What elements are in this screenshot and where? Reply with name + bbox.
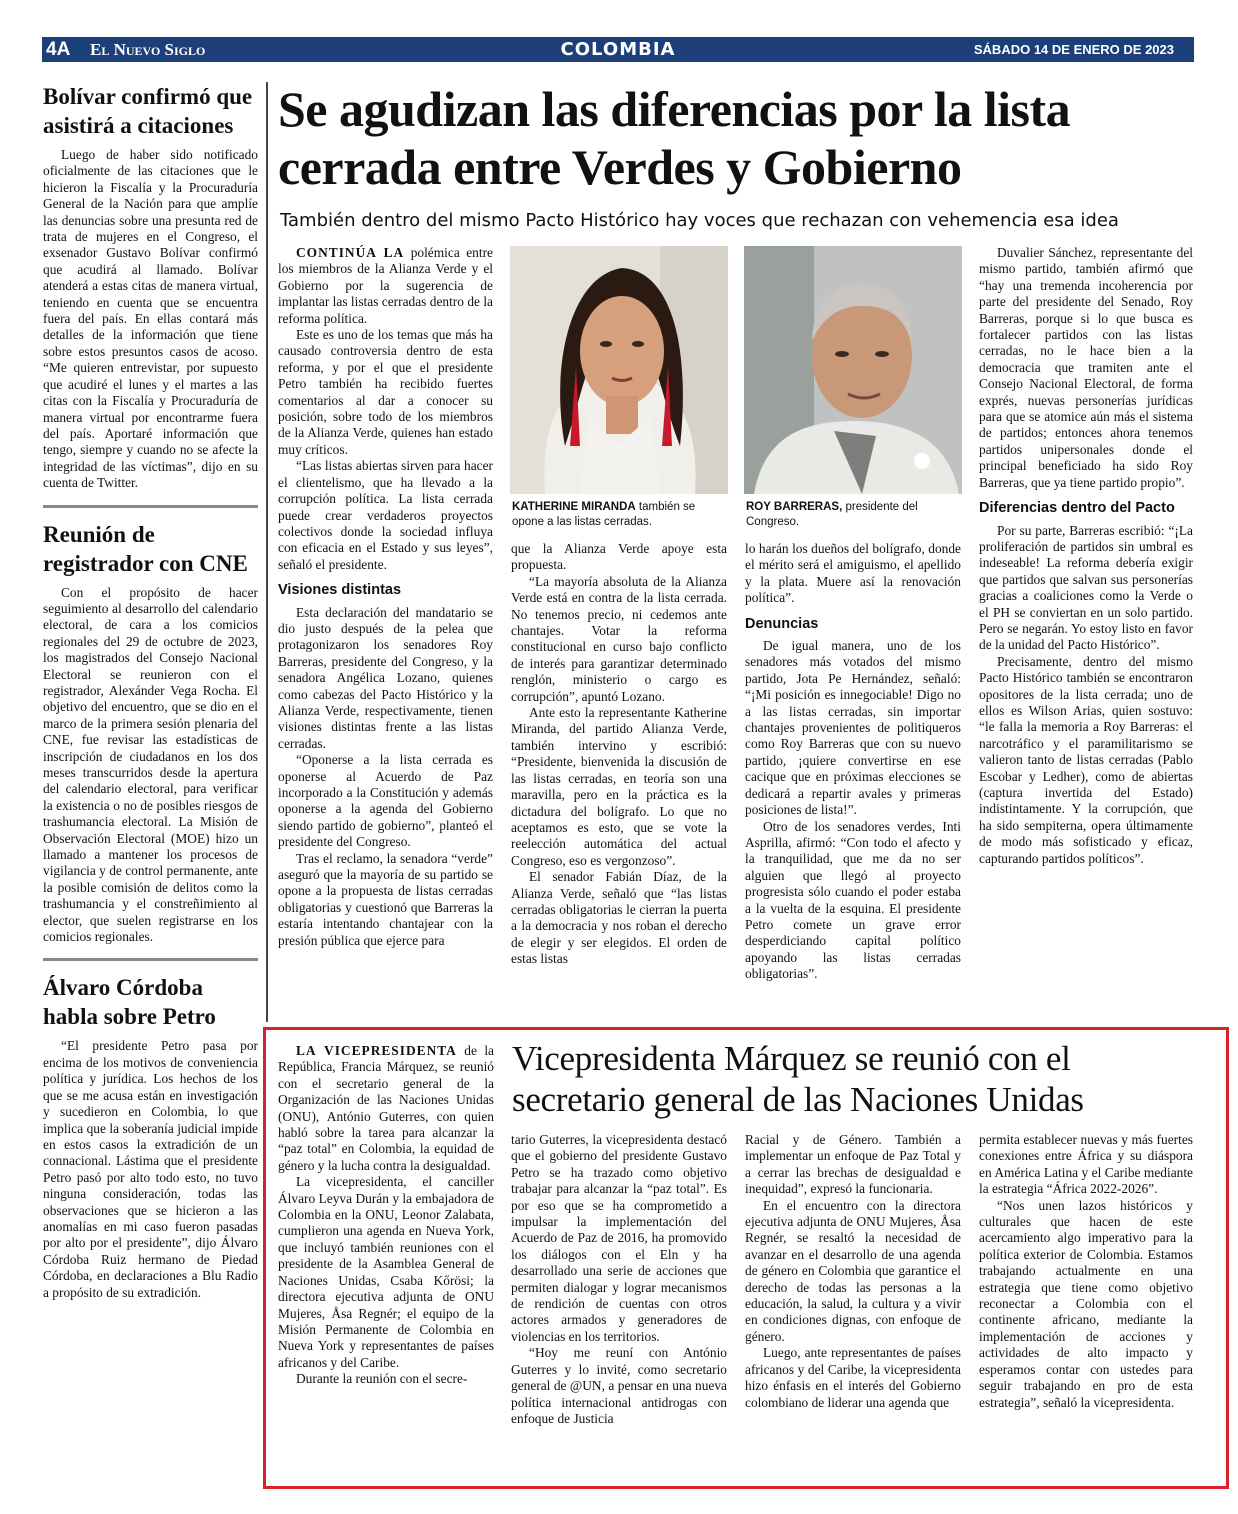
paragraph: “La mayoría absoluta de la Alianza Verde está en contra de la lista cerrada. No tenemos precio, ni cedemos ante chantajes. Votar la reforma constitucional en curso bajo conflicto de interés para garantizar determinado renglón, ministerio o cargo es corrupción”, apuntó Lozano. (511, 573, 727, 704)
brief-title-cordoba: Álvaro Córdoba habla sobre Petro (43, 975, 216, 1030)
main-column-2 (511, 541, 727, 968)
brief-body-registrador: Con el propósito de hacer seguimiento al desarrollo del calendario electoral, de cara a los comicios regionales del 29 de octubre de 2023, los magistrados del Consejo Nacional Electoral se reunieron con el registrador, Alexánder Vega Rocha. El objetivo del encuentro, que se dio en el marco de la primera sesión plenaria del CNE, fue revisar las estadísticas de inscripción de ciudadanos en los dos meses transcurridos desde la apertura del calendario electoral, para verificar la existencia o no de posibles riesgos de trashumancia electoral. La Misión de Observación Electoral (MOE) hizo un llamado a mantener los procesos de vigilancia y de control permanente, ante la posible comisión de delitos como la trashumancia y el constreñimiento al elector, que suelen registrarse en los comicios regionales. (43, 584, 258, 945)
paragraph: de la República, Francia Márquez, se reunió con el secretario general de la Organización de las Naciones Unidas (ONU), António Guterres, con quien habló sobre la tarea para alcanzar la “paz total” en Colombia, la equidad de género y la lucha contra la desigualdad. (278, 1043, 494, 1173)
caption-text: presidente del Congreso. (746, 501, 918, 528)
paragraph: lo harán los dueños del bolígrafo, donde el mérito será el amiguismo, el apellido y la plata. Muere así la renovación política”. (745, 541, 961, 606)
subhead-visiones: Visiones distintas (278, 582, 402, 599)
caption-text: también se opone a las listas cerradas. (512, 501, 696, 528)
second-headline: Vicepresidenta Márquez se reunió con el secretario general de las Naciones Unidas (512, 1039, 1084, 1119)
paragraph: De igual manera, uno de los senadores más votados del mismo partido, Jota Pe Hernández, señaló: “¡Mi posición es innegociable! Digo no a las listas cerradas, sin importar chantajes provenientes de politiqueros como Roy Barreras que con su nuevo partido, ¡quiere convertirse en ese cacique que en próximas elecciones se dedicará a repartir avales y primeras posiciones de lista!”. (745, 638, 961, 818)
paragraph: permita establecer nuevas y más fuertes conexiones entre África y su diáspora en América Latina y el Caribe mediante la estrategia “África 2022-2026”. (979, 1132, 1193, 1197)
paragraph: Precisamente, dentro del mismo Pacto Histórico también se encontraron opositores de la lista cerrada; uno de ellos es Wilson Arias, quien sostuvo: “le falla la memoria a Roy Barreras: el narcotráfico y el paramilitarismo se valieron tanto de listas cerradas (Pablo Escobar y Ledher), como de abiertas (captura invertida del Estado) indistintamente. Y la corrupción, que ha sido sempiterna, opera últimamente de modo más sofisticado y eficaz, capturando partidos políticos”. (979, 653, 1193, 866)
brief-title-registrador: Reunión de registrador con CNE (43, 521, 248, 576)
portrait-image (510, 246, 728, 494)
paragraph: que la Alianza Verde apoye esta propuesta. (511, 541, 727, 573)
subhead-denuncias: Denuncias (745, 615, 819, 632)
portrait-image (744, 246, 962, 494)
page-header-bar (42, 37, 1194, 62)
paragraph: En el encuentro con la directora ejecutiva adjunta de ONU Mujeres, Åsa Regnér, se resaltó la necesidad de avanzar en el desarrollo de una agenda de género en Colombia que garantice el derecho de todas las personas a la educación, la salud, la cultura y a vivir en condiciones dignas, con enfoque de género. (745, 1197, 961, 1344)
brief-title-bolivar: Bolívar confirmó que asistirá a citaciones (43, 84, 253, 138)
paragraph: Ante esto la representante Katherine Miranda, del partido Alianza Verde, también intervino y escribió: “Presidente, bienvenida la discusión de las listas cerradas, en teoría son una maravilla, pero en la práctica es la dictadura del bolígrafo. Lo que no aceptamos es esto, que se vote la reelección automática del actual Congreso, eso es vergonzoso”. (511, 705, 727, 868)
main-headline: Se agudizan las diferencias por la lista cerrada entre Verdes y Gobierno (278, 81, 1071, 195)
column-rule (266, 82, 268, 1022)
paragraph: Tras el reclamo, la senadora “verde” aseguró que la mayoría de su partido se opone a la propuesta de listas cerradas obligatorias y cuestionó que Barreras la estaría intentando chantajear con la presión pública que ejerce para (278, 850, 493, 948)
caption-katherine-miranda (512, 500, 727, 530)
second-column-2 (511, 1132, 727, 1427)
second-column-3 (745, 1132, 961, 1411)
photo-roy-barreras (744, 246, 962, 494)
newspaper-name: El Nuevo Siglo (90, 40, 206, 59)
paragraph: La vicepresidenta, el canciller Álvaro Leyva Durán y la embajadora de Colombia en la ONU, Leonor Zalabata, cumplieron una agenda en Nueva York, que incluyó también reuniones con el presidente de la Asamblea General de Naciones Unidas, Csaba Kőrösi; la directora ejecutiva adjunta de ONU Mujeres, Åsa Regnér; el equipo de la Misión Permanente de Colombia en Nueva York y representantes de países africanos y del Caribe. (278, 1174, 494, 1370)
paragraph: El senador Fabián Díaz, de la Alianza Verde, señaló que “las listas cerradas obligatorias le cierran la puerta a la democracia y nos roban el derecho de elegir y ser elegidos. El orden de estas listas (511, 869, 727, 967)
main-column-4 (979, 245, 1193, 867)
lead-in-caps: CONTINÚA LA (296, 245, 405, 260)
paragraph: Duvalier Sánchez, representante del mismo partido, también afirmó que “hay una tremenda incoherencia por parte del presidente del Senado, Roy Barreras, porque si lo que busca es fortalecer partidos con las listas cerradas, no le hace bien a la democracia que tramiten ante el Consejo Nacional Electoral, de forma exprés, nuevas personerías jurídicas para que se atomice aún más el sistema de partidos; entonces ahora tenemos partidos unipersonales donde el principal beneficiado ha sido Roy Barreras, que ya tiene partido propio”. (979, 245, 1193, 490)
caption-roy-barreras (746, 500, 961, 530)
brief-divider (43, 958, 258, 961)
brief-body-bolivar: Luego de haber sido notificado oficialmente de las citaciones que le hicieron la Fiscalía y la Procuraduría General de la Nación para que amplíe las denuncias sobre una presunta red de trata de mujeres en el Congreso, el exsenador Gustavo Bolívar confirmó que acudirá al llamado. Bolívar atenderá a estas citas de manera virtual, teniendo en cuenta que se encuentra fuera del país. En ellas contará más detalles de la información que tiene sobre estos presuntos casos de acoso. “Me quieren entrevistar, por supuesto que acudiré el lunes y el martes a las citas con la Fiscalía y Procuraduría de manera virtual por encontrarme fuera del país. Aportaré información que tengo, siempre y cuando no se afecte la integridad de las víctimas”, dijo en su cuenta de Twitter. (43, 147, 258, 491)
main-column-3 (745, 541, 961, 983)
paragraph: Luego, ante representantes de países africanos y del Caribe, la vicepresidenta hizo énfasis en el interés del Gobierno colombiano de liderar una agenda que (745, 1345, 961, 1410)
paragraph: polémica entre los miembros de la Alianza Verde y el Gobierno por la sugerencia de implantar las listas cerradas dentro de la reforma política. (278, 245, 493, 326)
caption-name: ROY BARRERAS, (746, 501, 843, 513)
paragraph: Este es uno de los temas que más ha causado controversia dentro de esta reforma, y por el que el presidente Petro también ha recibido fuertes comentarios al dar a conocer su posición, sobre todo de los miembros de la Alianza Verde, quienes han estado muy críticos. (278, 327, 493, 457)
paragraph: Por su parte, Barreras escribió: “¡La proliferación de partidos sin umbral es indeseable! La reforma debería exigir que partidos que salvan sus personerías gracias a coaliciones como la Verde o el PH se conviertan en un solo partido. Pero se negarán. Yo estoy listo en favor de la unidad del Pacto Histórico”. (979, 522, 1193, 653)
paragraph: “Oponerse a la lista cerrada es oponerse al Acuerdo de Paz incorporado a la Constitución y además oponerse a la agenda del Gobierno siendo partido de gobierno”, planteó el presidente del Congreso. (278, 752, 493, 850)
paragraph: Durante la reunión con el secre- (296, 1371, 468, 1387)
paragraph: tario Guterres, la vicepresidenta destacó que el gobierno del presidente Gustavo Petro se ha trazado como objetivo trabajar para alcanzar la “paz total”. Es por eso que se ha comprometido a impulsar la implementación del Acuerdo de Paz de 2016, ha promovido los diálogos con el Eln y ha desarrollado una serie de acciones que permiten dialogar y lograr mecanismos de rendición de cuentas con otros actores armados y generadores de violencias en los territorios. (511, 1132, 727, 1344)
sidebar-briefs (43, 82, 258, 1301)
paragraph: “Hoy me reuní con António Guterres y lo invité, como secretario general de @UN, a pensar en una nueva política internacional antidrogas con enfoque de Justicia (511, 1345, 727, 1426)
second-column-4 (979, 1132, 1193, 1411)
photo-katherine-miranda (510, 246, 728, 494)
brief-body-cordoba: “El presidente Petro pasa por encima de los motivos de conveniencia política y jurídica. Los hechos de los que se me acusa están en investigación y sucedieron en Colombia, lo que implica que la soberanía judicial impide en estos casos la extradición de un connacional. Lástima que el presidente Petro pasó por alto todo esto, no tuvo ninguna consideración, todas las observaciones que se hicieron a las anomalías en mi caso fueron pasadas por alto por el presidente”, dijo Álvaro Córdoba Ruiz hermano de Piedad Córdoba, en declaraciones a Blu Radio a propósito de su extradición. (43, 1038, 258, 1300)
paragraph: Racial y de Género. También a implementar un enfoque de Paz Total y a cerrar las brechas de desigualdad e inequidad”, expresó la funcionaria. (745, 1132, 961, 1197)
paragraph: Otro de los senadores verdes, Inti Asprilla, afirmó: “Con todo el afecto y la tranquilidad, que me da no ser alguien que llegó al proyecto progresista sólo cuando el poder estaba a la vuelta de la esquina. El presidente Petro comete un grave error desperdiciando capital político apoyando las listas cerradas obligatorias”. (745, 818, 961, 982)
main-deck: También dentro del mismo Pacto Histórico hay voces que rechazan con vehemencia esa idea (280, 210, 1119, 231)
main-column-1 (278, 245, 493, 949)
lead-in-caps: LA VICEPRESIDENTA (296, 1043, 457, 1058)
subhead-diferencias: Diferencias dentro del Pacto (979, 500, 1175, 517)
paragraph: “Las listas abiertas sirven para hacer el clientelismo, que ha llevado a la corrupción política. La lista cerrada puede crear verdaderos proyectos colectivos donde la sociedad influya con eficacia en el Estado y sus leyes”, señaló el presidente. (278, 458, 493, 572)
paragraph: “Nos unen lazos históricos y culturales que hacen de este acercamiento algo imperativo para la política exterior de Colombia. Estamos trabajando actualmente en una estrategia que tiene como objetivo reconectar a Colombia con el continente africano, mediante la implementación de acciones y actividades de alto impacto y esperamos contar con ustedes para seguir trabajando en pro de esta estrategia”, señaló la vicepresidenta. (979, 1197, 1193, 1410)
page-number: 4A (46, 39, 71, 60)
section-title: COLOMBIA (560, 39, 676, 60)
issue-date: SÁBADO 14 DE ENERO DE 2023 (973, 42, 1174, 57)
second-column-1 (278, 1043, 494, 1388)
paragraph: Esta declaración del mandatario se dio justo después de la pelea que protagonizaron los senadores Roy Barreras, presidente del Congreso, y la senadora Angélica Lozano, quienes como cabezas del Pacto Histórico y la Alianza Verde, respectivamente, tienen visiones distintas frente a las listas cerradas. (278, 604, 493, 751)
brief-divider (43, 505, 258, 508)
caption-name: KATHERINE MIRANDA (512, 501, 636, 513)
